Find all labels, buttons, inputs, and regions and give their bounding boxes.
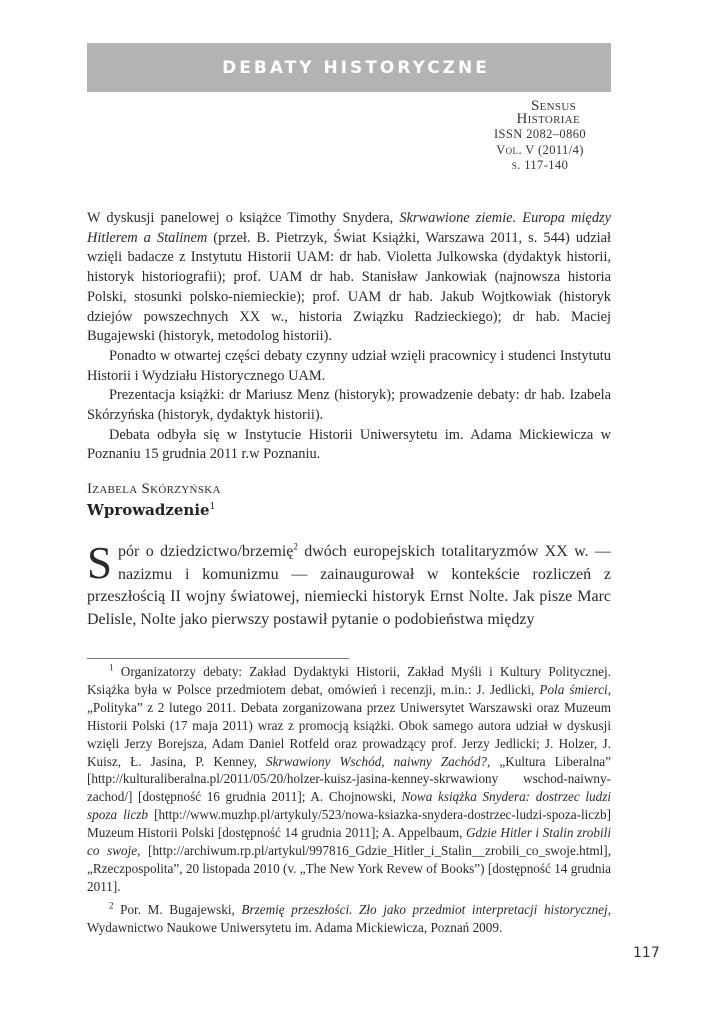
footnote-1-text-d: [http://www.muzhp.pl/artykuly/523/nowa-ksiazka-snydera-dostrzec-ludzi-spoza-liczb] Muzeum Historii Polski [dostępność 14 grudnia 2011]; A. Appelbaum, xyxy=(87,807,611,841)
footnote-2-text-b: , Wydawnictwo Naukowe Uniwersytetu im. Adama Mickiewicza, Poznań 2009. xyxy=(87,901,611,935)
intro-p1-text-cont: (przeł. B. Pietrzyk, Świat Książki, Warszawa 2011, s. 544) udział wzięli badacze z Instytutu Historii UAM: dr hab. Violetta Julkowska (dydaktyk historii, historyk historiografii); prof. UAM dr hab. Stanisław Jankowiak (najnowsza historia Polski, stosunki polsko-niemieckie); prof. UAM dr hab. Jakub Wojtkowiak (historyk dziejów powszechnych XX w., historia Związku Radzieckiego); dr hab. Maciej Bugajewski (historyk, metodolog historii). xyxy=(87,229,611,345)
journal-pages: s. 117-140 xyxy=(511,158,569,172)
section-banner xyxy=(87,43,611,92)
intro-p1-text: W dyskusji panelowej o książce Timothy Snydera, xyxy=(87,210,400,226)
book-title: Skrwawione ziemie. Europa między Hitlerem a Stalinem xyxy=(87,210,611,246)
journal-title-line2: Historiae xyxy=(516,111,580,127)
page-number: 117 xyxy=(633,945,660,961)
body-text-a: pór o dziedzictwo/brzemię xyxy=(118,543,294,560)
footnote-1-text-b: , „Polityka” z 2 lutego 2011. Debata zorganizowana przez Uniwersytet Warszawski oraz Muzeum Historii Polski (17 maja 2011) wraz z promocją książki. Obok samego autora udział w dyskusji wzięli Jerzy Borejsza, Adam Daniel Rotfeld oraz prowadzący prof. Jerzy Jedlicki; J. Holzer, J. Kuisz, Ł. Jasina, P. Kenney, xyxy=(87,681,611,769)
drop-cap: S xyxy=(87,538,113,588)
journal-volume: Vol. V (2011/4) xyxy=(496,142,584,157)
footnote-2 xyxy=(87,901,611,937)
section-title-text: Wprowadzenie xyxy=(87,501,210,519)
footnotes xyxy=(87,663,611,937)
footnote-1-text-c: , „Kultura Liberalna” [http://kulturaliberalna.pl/2011/05/20/holzer-kuisz-jasina-kenney-skrwawiony wschod-naiwny-zachod/] [dostępność 16 grudnia 2011]; A. Chojnowski, xyxy=(87,753,611,805)
intro-paragraph-2: Ponadto w otwartej części debaty czynny udział wzięli pracownicy i studenci Instytutu Historii i Wydziału Historycznego UAM. xyxy=(87,347,611,384)
footnote-1-number: 1 xyxy=(109,662,114,673)
section-author: Izabela Skórzyńska xyxy=(87,481,221,497)
footnote-1-title-4: Gdzie Hitler i Stalin zrobili co swoje xyxy=(87,825,611,859)
footnote-1-title-3: Nowa książka Snydera: dostrzec ludzi spoza liczb xyxy=(87,789,611,823)
intro-paragraph-4: Debata odbyła się w Instytucie Historii Uniwersytetu im. Adama Mickiewicza w Poznaniu 15 grudnia 2011 r.w Poznaniu. xyxy=(87,426,611,463)
footnote-1-title-1: Pola śmierci xyxy=(539,681,608,697)
journal-title-line1: Sensus xyxy=(531,98,576,114)
footnote-ref-1[interactable]: 1 xyxy=(209,502,216,512)
intro-paragraph-3: Prezentacja książki: dr Mariusz Menz (historyk); prowadzenie debaty: dr hab. Izabela Skórzyńska (historyk, dydaktyk historii). xyxy=(87,387,611,424)
footnote-divider xyxy=(87,658,349,659)
section-title xyxy=(87,501,215,519)
footnote-2-text: Por. M. Bugajewski, xyxy=(113,901,242,917)
journal-issn: ISSN 2082–0860 xyxy=(493,127,587,141)
banner-title: DEBATY HISTORYCZNE xyxy=(222,57,490,78)
footnote-ref-2[interactable]: 2 xyxy=(293,541,298,552)
journal-info xyxy=(470,100,610,173)
footnote-2-title: Brzemię przeszłości. Zło jako przedmiot interpretacji historycznej xyxy=(241,901,608,917)
body-text xyxy=(87,538,612,631)
intro-text xyxy=(87,209,611,465)
footnote-1-title-2: Skrwawiony Wschód, naiwny Zachód? xyxy=(265,753,488,769)
intro-paragraph-1 xyxy=(87,209,611,347)
footnote-1-text: Organizatorzy debaty: Zakład Dydaktyki Historii, Zakład Myśli i Kultury Politycznej. Książka była w Polsce przedmiotem debat, omówień i recenzji, m.in.: J. Jedlicki, xyxy=(87,664,611,697)
body-text-b: dwóch europejskich totalitaryzmów XX w. — nazizmu i komunizmu — zainaugurował w kontekście rozliczeń z przeszłością II wojny światowej, niemiecki historyk Ernst Nolte. Jak pisze Marc Delisle, Nolte jako pierwszy postawił pytanie o podobieństwa między xyxy=(87,543,612,628)
footnote-1 xyxy=(87,663,611,896)
journal-title xyxy=(470,100,610,126)
footnote-1-text-e: , [http://archiwum.rp.pl/artykul/997816_Gdzie_Hitler_i_Stalin__zrobili_co_swoje.html], „Rzeczpospolita”, 20 listopada 2010 (v. „The New York Revew of Books”) [dostępność 14 grudnia 2011]. xyxy=(87,843,611,894)
footnote-2-number: 2 xyxy=(109,900,114,911)
